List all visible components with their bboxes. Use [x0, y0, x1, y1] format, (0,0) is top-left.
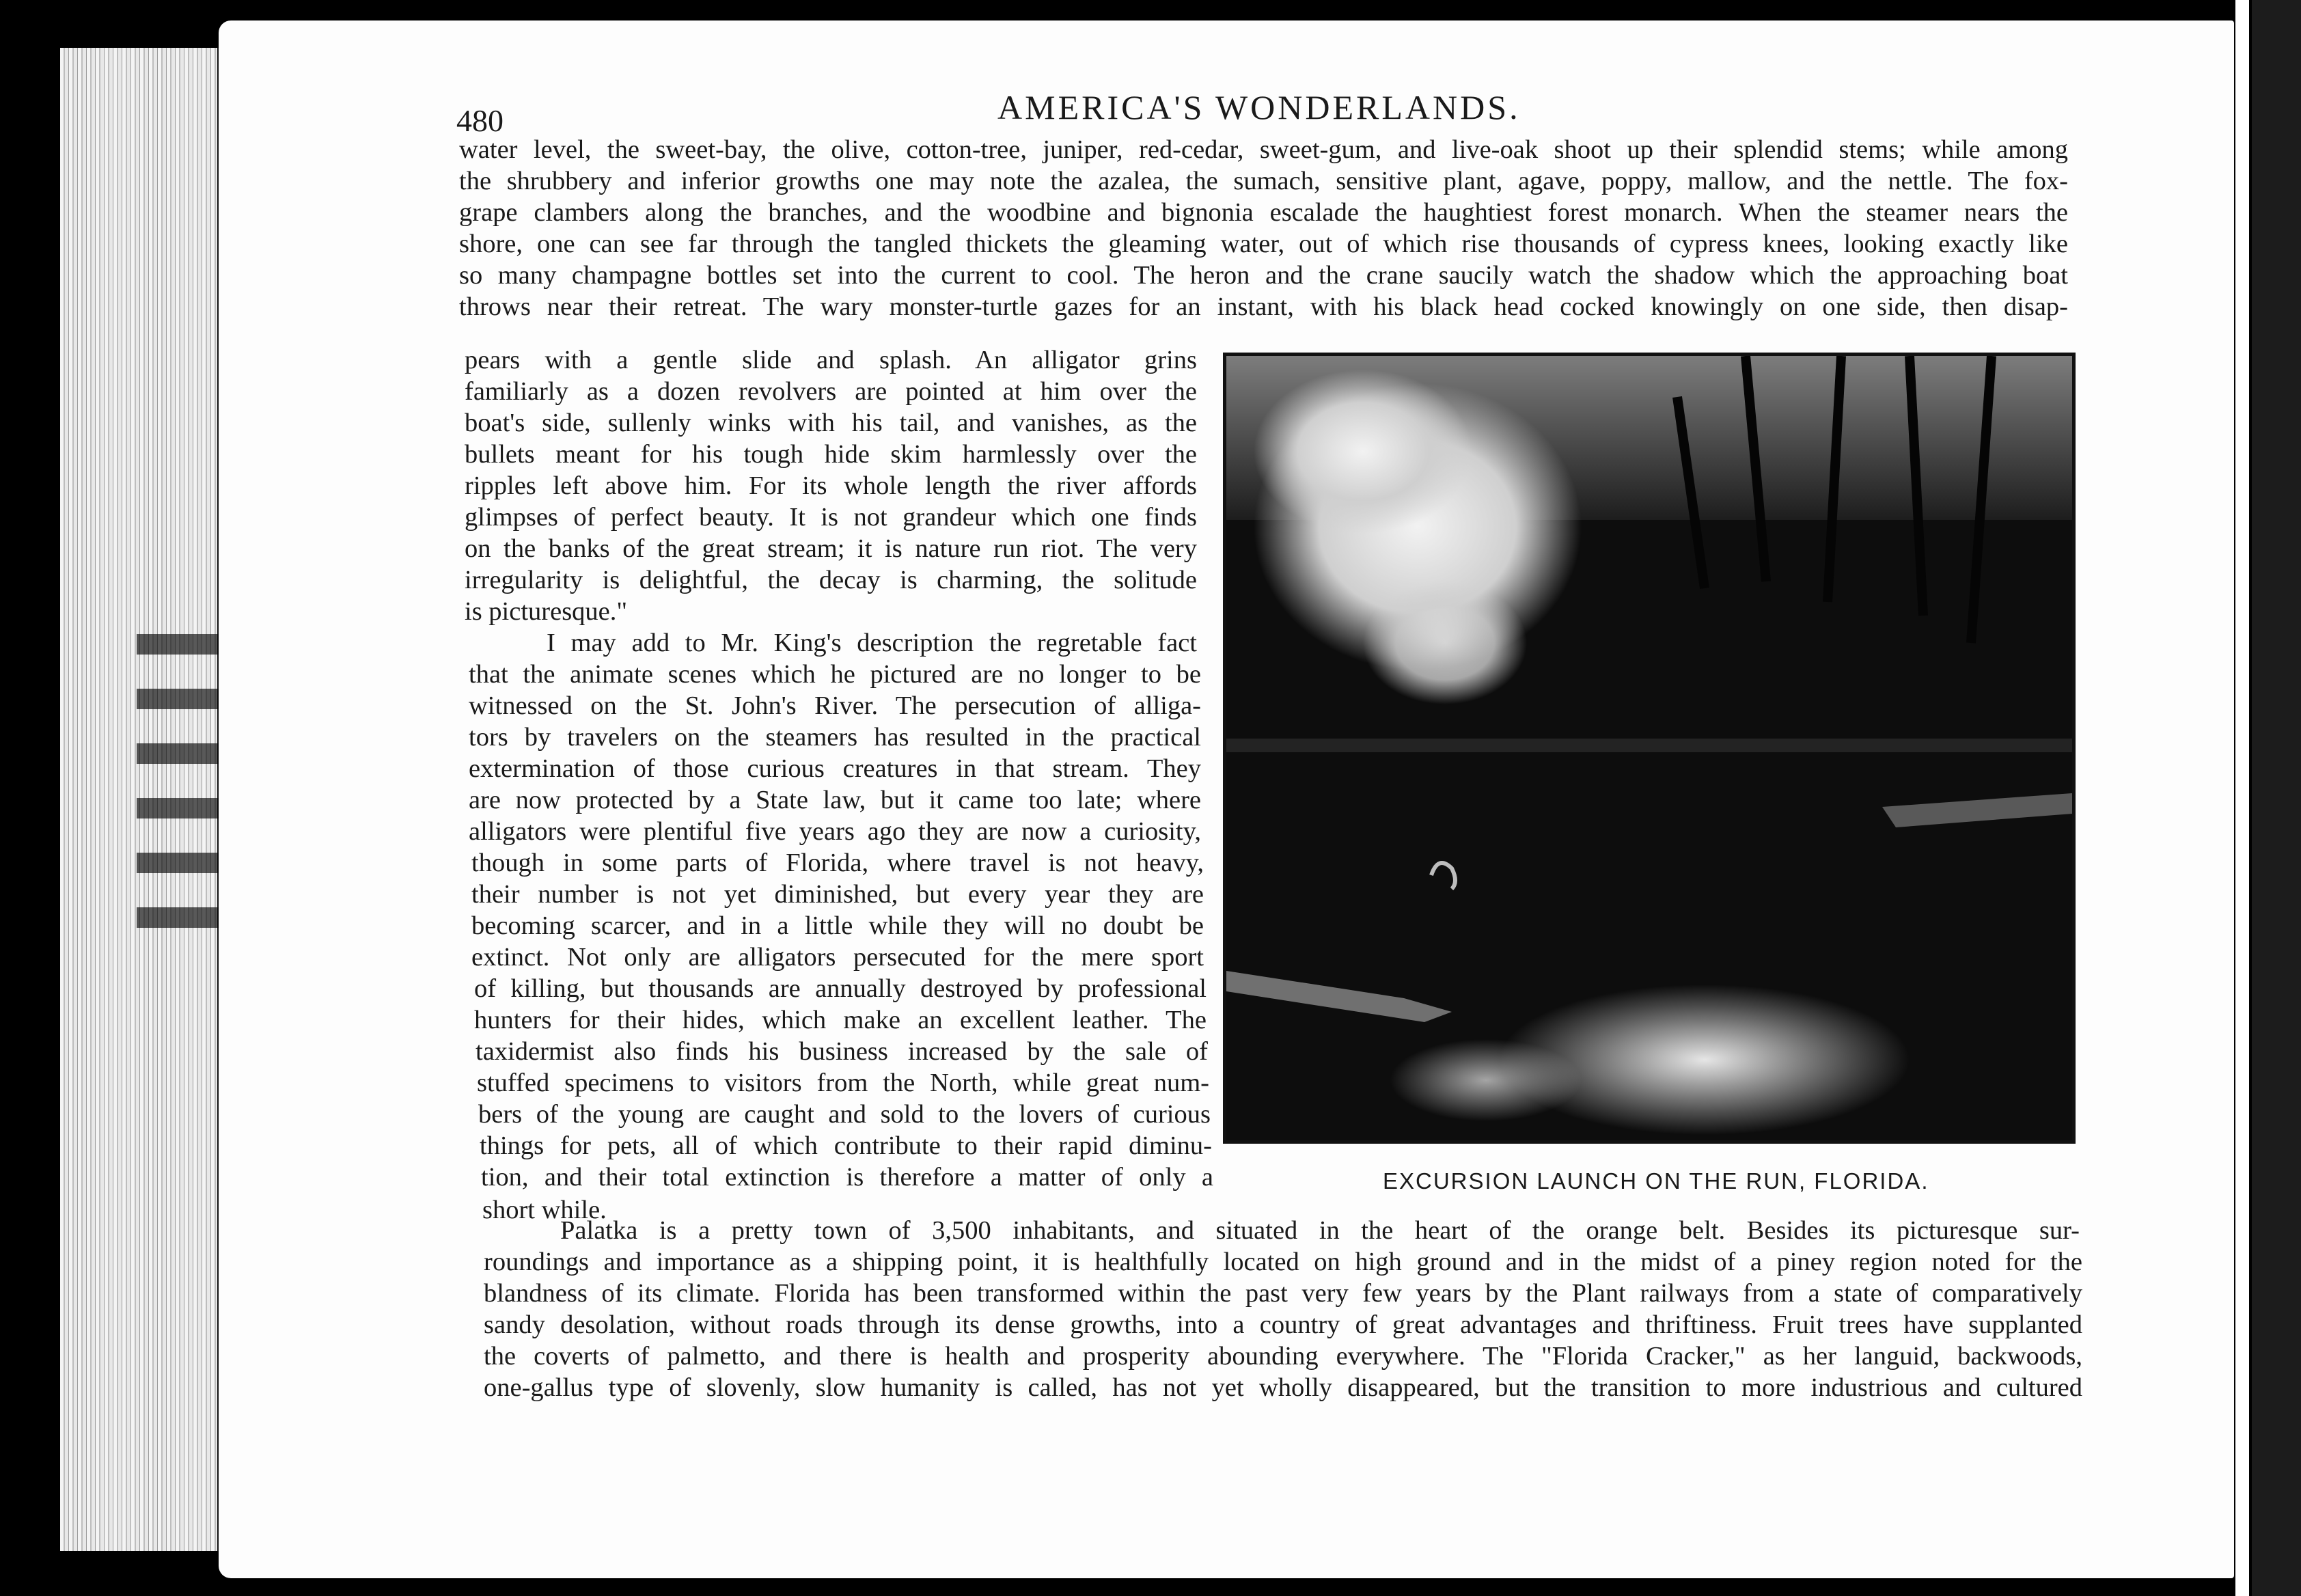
text-line: things for pets, all of which contribute to their rapid diminu-: [480, 1131, 1212, 1160]
text-line: I may add to Mr. King's description the regretable fact: [547, 629, 1197, 657]
text-line: on the banks of the great stream; it is nature run riot. The very: [465, 534, 1197, 563]
text-line: grape clambers along the branches, and the woodbine and bignonia escalade the haughtiest forest monarch. When the steamer nears the: [459, 198, 2068, 227]
text-line: bullets meant for his tough hide skim harmlessly over the: [465, 440, 1197, 469]
text-line: alligators were plentiful five years ago they are now a curiosity,: [469, 817, 1201, 846]
text-line: Palatka is a pretty town of 3,500 inhabitants, and situated in the heart of the orange belt. Besides its picturesque sur-: [560, 1216, 2080, 1245]
text-line: becoming scarcer, and in a little while they will no doubt be: [471, 911, 1204, 940]
text-line: water level, the sweet-bay, the olive, cotton-tree, juniper, red-cedar, sweet-gum, and live-oak shoot up their splendid stems; while among: [459, 135, 2068, 164]
text-line: sandy desolation, without roads through its dense growths, into a country of great advantages and thriftiness. Fruit trees have supplanted: [484, 1310, 2082, 1339]
text-line: extermination of those curious creatures in that stream. They: [469, 754, 1201, 783]
text-line: blandness of its climate. Florida has been transformed within the past very few years by the Plant railways from a state of comparatively: [484, 1279, 2082, 1308]
text-line: of killing, but thousands are annually destroyed by professional: [474, 974, 1207, 1003]
facing-page-edge: [2252, 0, 2301, 1596]
text-line: hunters for their hides, which make an excellent leather. The: [474, 1006, 1207, 1034]
text-line: familiarly as a dozen revolvers are pointed at him over the: [465, 377, 1197, 406]
right-page-edge: [2235, 0, 2249, 1596]
text-line: the coverts of palmetto, and there is health and prosperity abounding everywhere. The "Florida Cracker," as her languid, backwoods,: [484, 1342, 2082, 1371]
text-line: bers of the young are caught and sold to the lovers of curious: [478, 1100, 1211, 1129]
text-line: extinct. Not only are alligators persecuted for the mere sport: [471, 943, 1204, 972]
text-line: witnessed on the St. John's River. The persecution of alliga-: [469, 691, 1201, 720]
text-line: boat's side, sullenly winks with his tail, and vanishes, as the: [465, 409, 1197, 437]
figure-caption: EXCURSION LAUNCH ON THE RUN, FLORIDA.: [1383, 1168, 1929, 1194]
text-line: that the animate scenes which he pictured are no longer to be: [469, 660, 1201, 689]
text-line: irregularity is delightful, the decay is charming, the solitude: [465, 566, 1197, 594]
text-line: tion, and their total extinction is therefore a matter of only a: [481, 1163, 1213, 1192]
text-line: roundings and importance as a shipping point, it is healthfully located on high ground and in the midst of a piney region noted for the: [484, 1248, 2082, 1276]
page-number: 480: [456, 103, 504, 138]
text-line: one-gallus type of slovenly, slow humanity is called, has not yet wholly disappeared, but the transition to more industrious and cultured: [484, 1373, 2082, 1402]
text-line: short while.: [482, 1196, 607, 1224]
text-line: their number is not yet diminished, but every year they are: [471, 880, 1204, 909]
text-line: the shrubbery and inferior growths one may note the azalea, the sumach, sensitive plant, agave, poppy, mallow, and the nettle. The fox-: [459, 167, 2068, 195]
text-line: ripples left above him. For its whole length the river affords: [465, 471, 1197, 500]
text-line: throws near their retreat. The wary monster-turtle gazes for an instant, with his black head cocked knowingly on one side, then disap-: [459, 292, 2068, 321]
text-line: taxidermist also finds his business increased by the sale of: [476, 1037, 1208, 1066]
spine-lettering: [137, 615, 225, 929]
text-line: are now protected by a State law, but it came too late; where: [469, 786, 1201, 814]
text-line: though in some parts of Florida, where travel is not heavy,: [471, 849, 1204, 877]
river-photograph: [1223, 353, 2076, 1144]
text-line: shore, one can see far through the tangled thickets the gleaming water, out of which rise thousands of cypress knees, looking exactly like: [459, 230, 2068, 258]
text-line: glimpses of perfect beauty. It is not grandeur which one finds: [465, 503, 1197, 532]
running-title: AMERICA'S WONDERLANDS.: [997, 88, 1521, 126]
text-line: so many champagne bottles set into the current to cool. The heron and the crane saucily watch the shadow which the approaching boat: [459, 261, 2068, 290]
text-line: tors by travelers on the steamers has resulted in the practical: [469, 723, 1201, 752]
text-line: stuffed specimens to visitors from the North, while great num-: [477, 1069, 1209, 1097]
text-line: is picturesque.": [465, 597, 628, 626]
text-line: pears with a gentle slide and splash. An alligator grins: [465, 346, 1197, 374]
